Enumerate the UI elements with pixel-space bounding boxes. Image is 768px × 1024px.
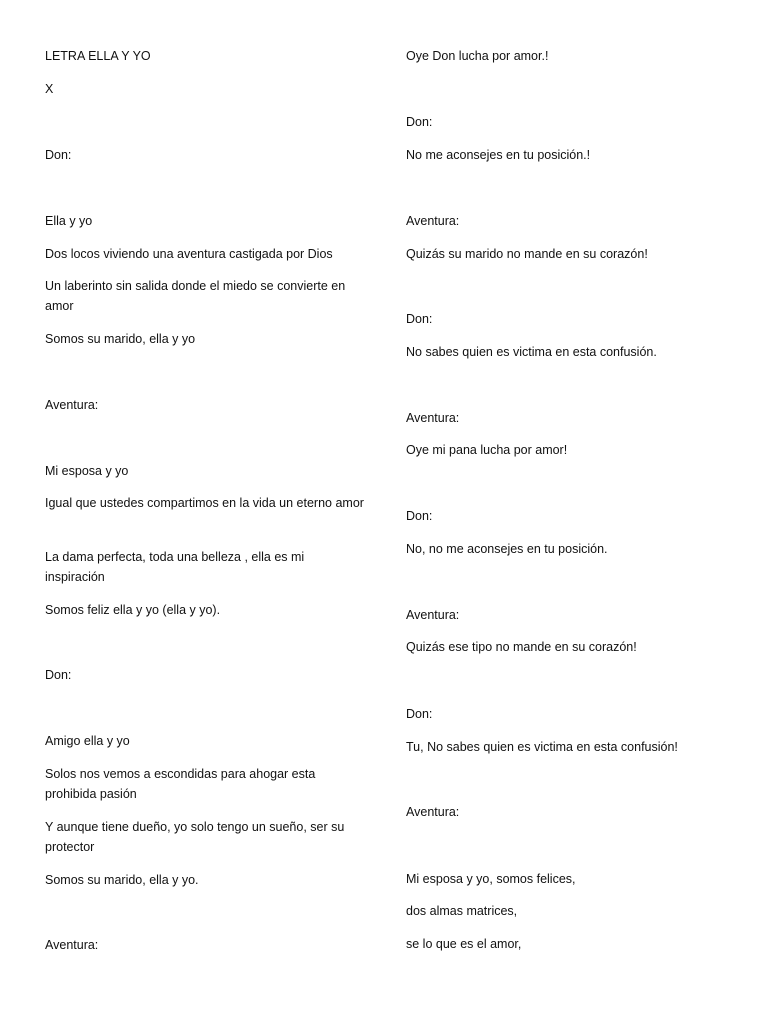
lyric-line: Mi esposa y yo, somos felices,	[406, 872, 576, 886]
lyric-line: Somos su marido, ella y yo	[45, 332, 196, 346]
lyric-line: dos almas matrices,	[406, 904, 518, 918]
speaker-label: Aventura:	[45, 398, 99, 412]
speaker-label: Don:	[406, 707, 433, 721]
lyric-line: Quizás su marido no mande en su corazón!	[406, 247, 648, 261]
lyric-line: Somos su marido, ella y yo.	[45, 873, 199, 887]
lyric-line: Mi esposa y yo	[45, 464, 129, 478]
lyric-line: Tu, No sabes quien es victima en esta confusión!	[406, 740, 678, 754]
lyric-line: Un laberinto sin salida donde el miedo se convierte en amor	[45, 279, 346, 313]
lyric-line: Igual que ustedes compartimos en la vida un eterno amor	[45, 496, 364, 510]
speaker-label: Don:	[406, 312, 433, 326]
lyric-line: Oye mi pana lucha por amor!	[406, 443, 568, 457]
speaker-label: Aventura:	[406, 805, 460, 819]
lyric-line: Oye Don lucha por amor.!	[406, 49, 549, 63]
lyric-line: Solos nos vemos a escondidas para ahogar esta prohibida pasión	[45, 767, 316, 801]
speaker-label: Aventura:	[45, 938, 99, 952]
lyric-line: Amigo ella y yo	[45, 734, 130, 748]
lyric-line: No me aconsejes en tu posición.!	[406, 148, 591, 162]
lyric-line: No sabes quien es victima en esta confusión.	[406, 345, 657, 359]
speaker-label: Don:	[45, 148, 72, 162]
lyric-line: Dos locos viviendo una aventura castigada por Dios	[45, 247, 333, 261]
lyric-line: La dama perfecta, toda una belleza , ella es mi inspiración	[45, 550, 305, 584]
speaker-label: Aventura:	[406, 214, 460, 228]
lyric-line: No, no me aconsejes en tu posición.	[406, 542, 608, 556]
document-title: LETRA ELLA Y YO	[45, 49, 151, 63]
lyric-line: Ella y yo	[45, 214, 93, 228]
lyric-line: se lo que es el amor,	[406, 937, 522, 951]
lyric-line: Somos feliz ella y yo (ella y yo).	[45, 603, 221, 617]
speaker-label: Aventura:	[406, 608, 460, 622]
lyric-line: Quizás ese tipo no mande en su corazón!	[406, 640, 637, 654]
lyric-line: X	[45, 82, 54, 96]
lyric-line: Y aunque tiene dueño, yo solo tengo un sueño, ser su protector	[45, 820, 345, 854]
speaker-label: Don:	[406, 509, 433, 523]
speaker-label: Aventura:	[406, 411, 460, 425]
speaker-label: Don:	[45, 668, 72, 682]
speaker-label: Don:	[406, 115, 433, 129]
